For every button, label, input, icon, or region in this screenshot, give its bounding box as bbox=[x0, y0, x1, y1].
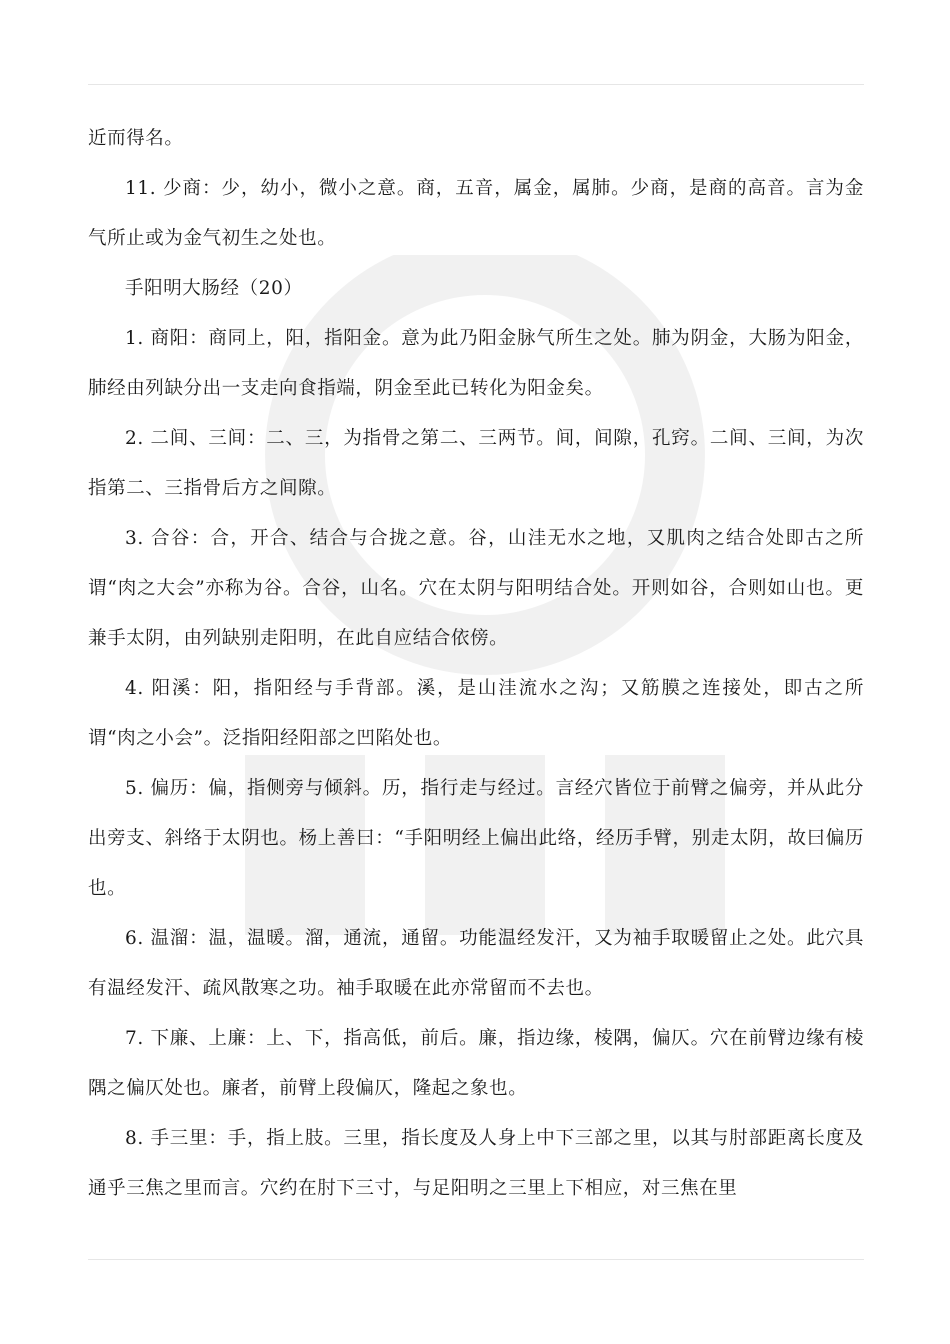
paragraph: 6. 温溜：温，温暖。溜，通流，通留。功能温经发汗，又为袖手取暖留止之处。此穴具有温经发汗、疏风散寒之功。袖手取暖在此亦常留而不去也。 bbox=[88, 928, 864, 999]
paragraph: 2. 二间、三间：二、三，为指骨之第二、三两节。间，间隙，孔窍。二间、三间，为次指第二、三指骨后方之间隙。 bbox=[88, 428, 864, 499]
paragraph: 11. 少商：少，幼小，微小之意。商，五音，属金，属肺。少商，是商的高音。言为金气所止或为金气初生之处也。 bbox=[88, 178, 864, 249]
paragraph: 7. 下廉、上廉：上、下，指高低，前后。廉，指边缘，棱隅，偏仄。穴在前臂边缘有棱隅之偏仄处也。廉者，前臂上段偏仄，隆起之象也。 bbox=[88, 1028, 864, 1099]
paragraph: 1. 商阳：商同上，阳，指阳金。意为此乃阳金脉气所生之处。肺为阴金，大肠为阳金，肺经由列缺分出一支走向食指端，阴金至此已转化为阳金矣。 bbox=[88, 328, 864, 399]
paragraph: 近而得名。 bbox=[88, 128, 184, 149]
document-body bbox=[88, 114, 864, 1214]
section-heading: 手阳明大肠经（20） bbox=[125, 278, 303, 299]
paragraph: 3. 合谷：合，开合、结合与合拢之意。谷，山洼无水之地，又肌肉之结合处即古之所谓“肉之大会”亦称为谷。合谷，山名。穴在太阴与阳明结合处。开则如谷，合则如山也。更兼手太阴，由列缺别走阳明，在此自应结合依傍。 bbox=[88, 528, 864, 649]
paragraph: 8. 手三里：手，指上肢。三里，指长度及人身上中下三部之里，以其与肘部距离长度及通乎三焦之里而言。穴约在肘下三寸，与足阳明之三里上下相应，对三焦在里 bbox=[88, 1128, 864, 1199]
paragraph: 5. 偏历：偏，指侧旁与倾斜。历，指行走与经过。言经穴皆位于前臂之偏旁，并从此分出旁支、斜络于太阴也。杨上善曰：“手阳明经上偏出此络，经历手臂，别走太阴，故曰偏历也。 bbox=[88, 778, 864, 899]
footer-rule bbox=[88, 1259, 864, 1260]
header-rule bbox=[88, 84, 864, 85]
paragraph: 4. 阳溪：阳，指阳经与手背部。溪，是山洼流水之沟；又筋膜之连接处，即古之所谓“肉之小会”。泛指阳经阳部之凹陷处也。 bbox=[88, 678, 864, 749]
